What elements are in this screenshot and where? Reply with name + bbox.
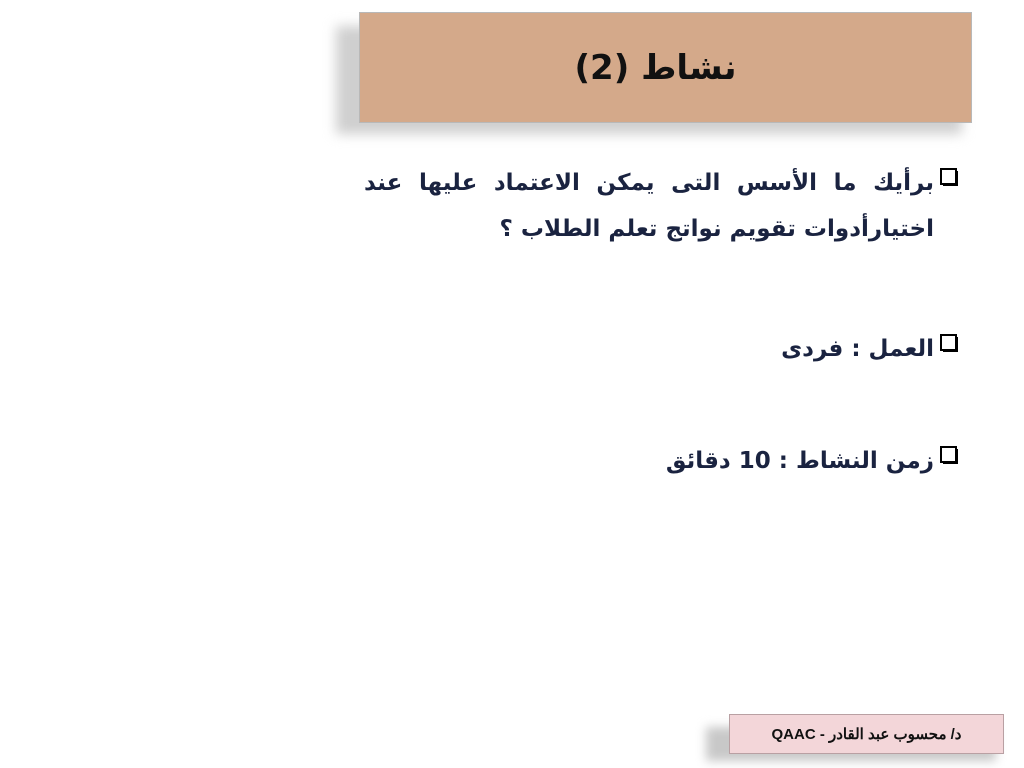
- footer-credit: د/ محسوب عبد القادر - QAAC: [771, 726, 962, 743]
- list-item-text: برأيك ما الأسس التى يمكن الاعتماد عليها عند اختيارأدوات تقويم نواتج تعلم الطلاب ؟: [364, 170, 934, 242]
- list-item-text: زمن النشاط : 10 دقائق: [665, 448, 934, 474]
- checkbox-bullet-icon: [940, 168, 960, 188]
- list-item-text: العمل : فردى: [781, 336, 934, 362]
- checkbox-bullet-icon: [940, 334, 960, 354]
- title-box: [359, 12, 972, 123]
- list-item-work-mode: [781, 326, 960, 372]
- slide-title: نشاط (2): [574, 47, 737, 88]
- footer-box: [729, 714, 1004, 754]
- list-item-duration: [666, 438, 960, 484]
- checkbox-bullet-icon: [940, 446, 960, 466]
- list-item-question: [360, 160, 960, 252]
